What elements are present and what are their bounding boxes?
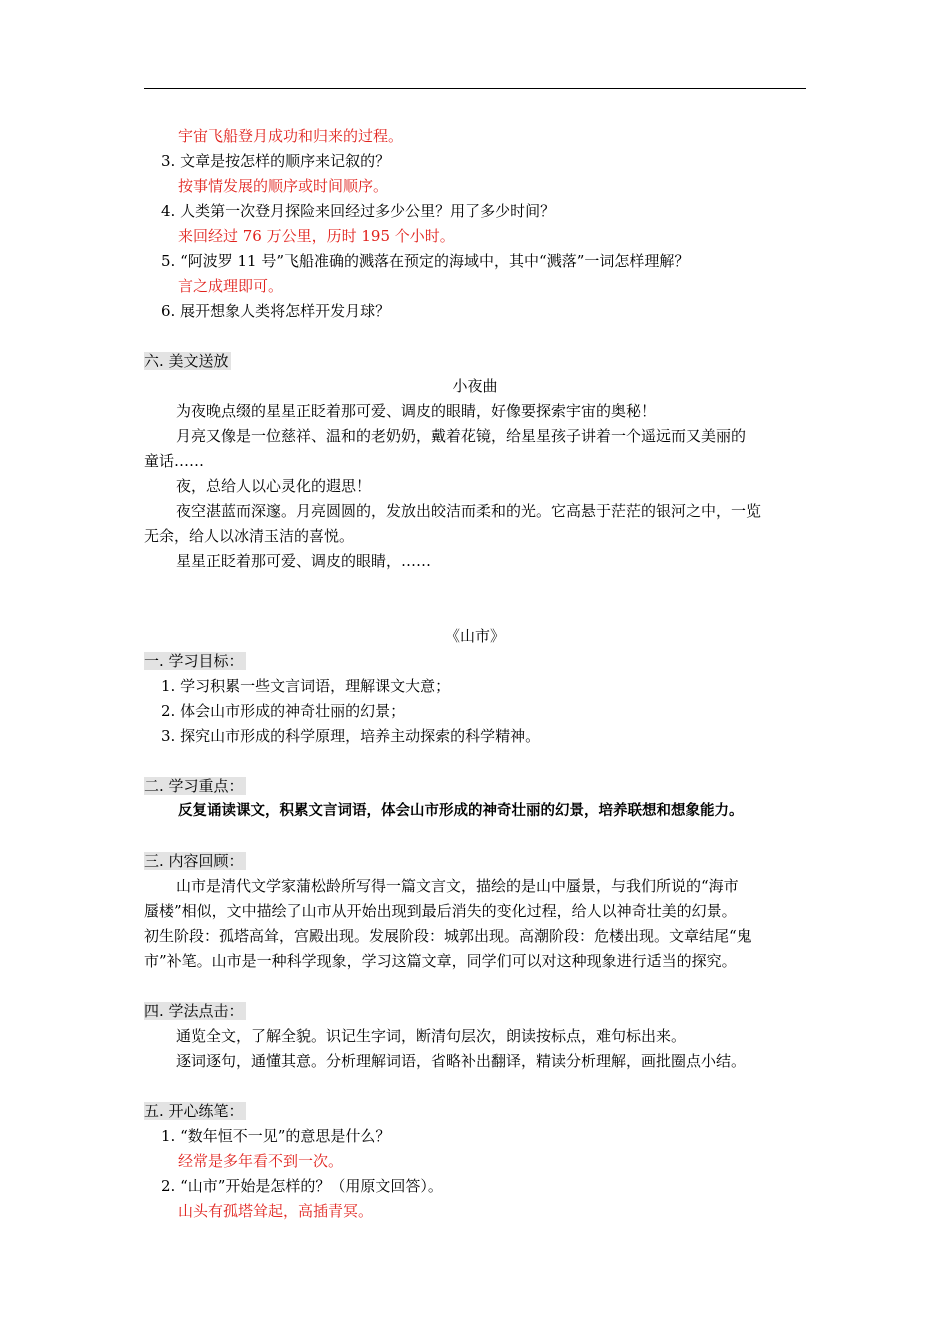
method-heading: 四. 学法点击： <box>144 1002 244 1020</box>
essay-heading: 六. 美文送放 <box>144 352 229 370</box>
goal-item: 1. 学习积累一些文言词语，理解课文大意； <box>161 677 451 695</box>
essay-paragraph: 月亮又像是一位慈祥、温和的老奶奶，戴着花镜，给星星孩子讲着一个遥远而又美丽的 <box>176 427 747 445</box>
practice-question-1: 1. “数年恒不一见”的意思是什么？ <box>161 1127 391 1145</box>
practice-answer-1: 经常是多年看不到一次。 <box>178 1152 344 1170</box>
review-heading: 三. 内容回顾： <box>144 852 244 870</box>
practice-heading: 五. 开心练笔： <box>144 1102 244 1120</box>
focus-heading: 二. 学习重点： <box>144 777 244 795</box>
method-line: 逐词逐句，通懂其意。分析理解词语，省略补出翻译，精读分析理解，画批圈点小结。 <box>176 1052 747 1070</box>
answer-prev: 宇宙飞船登月成功和归来的过程。 <box>178 127 404 145</box>
question-3: 3. 文章是按怎样的顺序来记叙的？ <box>161 152 391 170</box>
question-5: 5. “阿波罗 11 号”飞船准确的溅落在预定的海域中，其中“溅落”一词怎样理解？ <box>161 252 690 270</box>
review-line: 初生阶段：孤塔高耸，宫殿出现。发展阶段：城郭出现。高潮阶段：危楼出现。文章结尾“鬼 <box>144 927 752 945</box>
answer-3: 按事情发展的顺序或时间顺序。 <box>178 177 389 195</box>
question-6: 6. 展开想象人类将怎样开发月球？ <box>161 302 391 320</box>
review-line: 蜃楼”相似，文中描绘了山市从开始出现到最后消失的变化过程，给人以神奇壮美的幻景。 <box>144 902 737 920</box>
answer-4: 来回经过 76 万公里，历时 195 个小时。 <box>178 227 455 245</box>
essay-paragraph: 夜空湛蓝而深邃。月亮圆圆的，发放出皎洁而柔和的光。它高悬于茫茫的银河之中，一览 <box>176 502 762 520</box>
lesson-title: 《山市》 <box>444 627 505 645</box>
method-line: 通览全文，了解全貌。识记生字词，断清句层次，朗读按标点，难句标出来。 <box>176 1027 687 1045</box>
answer-5: 言之成理即可。 <box>178 277 284 295</box>
header-rule <box>144 88 806 89</box>
focus-text: 反复诵读课文，积累文言词语，体会山市形成的神奇壮丽的幻景，培养联想和想象能力。 <box>178 802 744 819</box>
practice-answer-2: 山头有孤塔耸起，高插青冥。 <box>178 1202 374 1220</box>
essay-paragraph: 星星正眨着那可爱、调皮的眼睛，…… <box>176 552 432 570</box>
review-line: 市”补笔。山市是一种科学现象，学习这篇文章，同学们可以对这种现象进行适当的探究。 <box>144 952 737 970</box>
essay-paragraph: 童话…… <box>144 452 205 470</box>
essay-paragraph: 为夜晚点缀的星星正眨着那可爱、调皮的眼睛，好像要探索宇宙的奥秘！ <box>176 402 657 420</box>
essay-paragraph: 无余，给人以冰清玉洁的喜悦。 <box>144 527 355 545</box>
essay-paragraph: 夜，总给人以心灵化的遐思！ <box>176 477 372 495</box>
review-line: 山市是清代文学家蒲松龄所写得一篇文言文，描绘的是山中蜃景，与我们所说的“海市 <box>176 877 739 895</box>
goal-item: 2. 体会山市形成的神奇壮丽的幻景； <box>161 702 406 720</box>
goals-heading: 一. 学习目标： <box>144 652 244 670</box>
question-4: 4. 人类第一次登月探险来回经过多少公里？用了多少时间？ <box>161 202 556 220</box>
goal-item: 3. 探究山市形成的科学原理，培养主动探索的科学精神。 <box>161 727 541 745</box>
essay-title: 小夜曲 <box>452 377 498 395</box>
practice-question-2: 2. “山市”开始是怎样的？（用原文回答）。 <box>161 1177 443 1195</box>
